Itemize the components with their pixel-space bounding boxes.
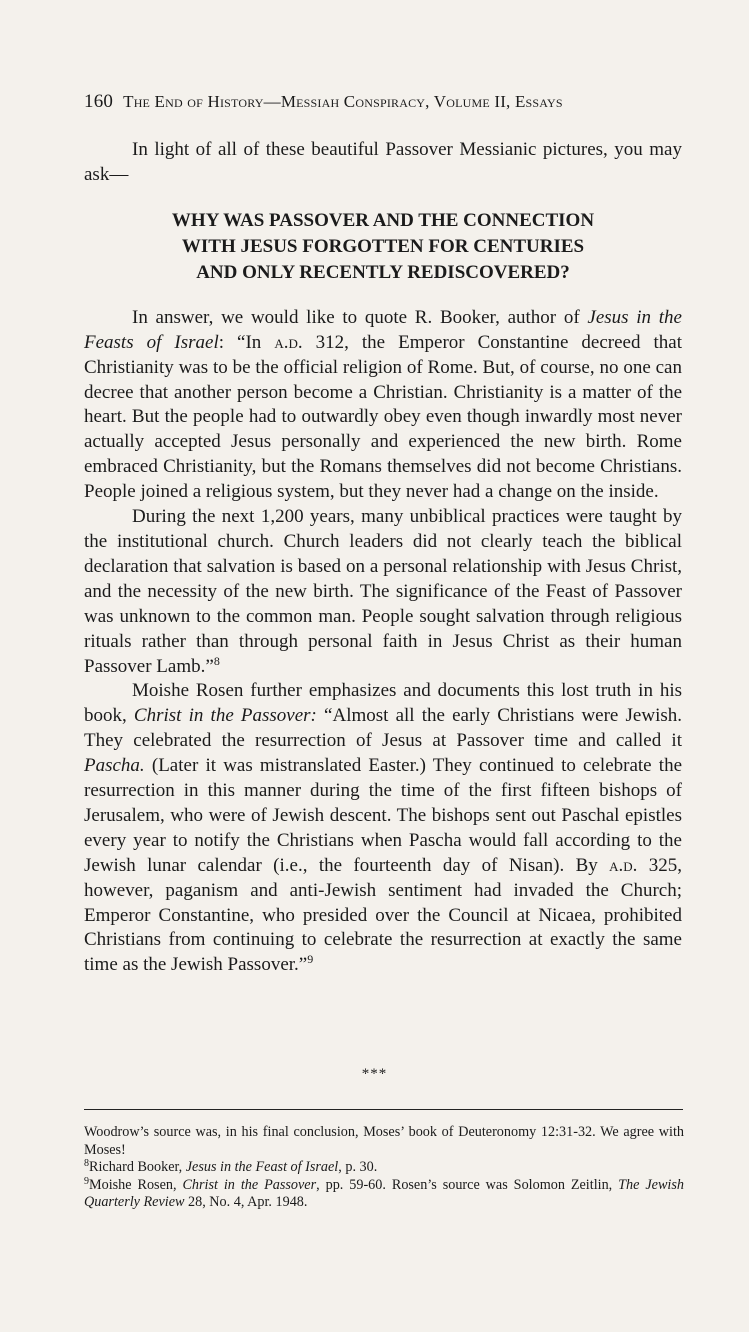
footnote-8-rest: , p. 30. — [338, 1159, 378, 1176]
word-pascha: Pascha. — [84, 755, 145, 777]
footnote-rule — [84, 1109, 683, 1110]
footnote-9-journal: The Jewish Quarterly Review — [84, 1176, 684, 1211]
section-heading — [84, 208, 682, 286]
para1-rest: 312, the Emperor Constantine decreed that Christianity was to be the official religion of Rome. But, of course, no one can decree that another person become a Christian. Christianity is a matter of the heart. But the people had to outwardly obey even though inwardly most never actually accepted Jesus personally and experienced the new birth. Rome embraced Christianity, but the Romans themselves did not become Christians. People joined a religious system, but they never had a change on the inside. — [84, 331, 682, 503]
para1-colon: : “In — [218, 331, 275, 353]
intro-paragraph: In light of all of these beautiful Passover Messianic pictures, you may ask— — [84, 139, 682, 185]
book-title-christ-passover: Christ in the Passover: — [133, 705, 317, 727]
page-number: 160 — [84, 91, 114, 112]
section-separator: *** — [361, 1066, 388, 1082]
footnote-8-book: Jesus in the Feast of Israel — [185, 1159, 339, 1176]
para3-rest: 325, however, paganism and anti-Jewish sentiment had invaded the Church; Emperor Constantine, who presided over the Council at Nicaea, prohibited Christians from continuing to celebrate the resurrection at exactly the same time as the Jewish Passover.” — [84, 854, 682, 976]
era-abbrev-2: a.d. — [609, 854, 638, 876]
para1-lead: In answer, we would like to quote R. Booker, author of — [132, 306, 588, 328]
footnote-9-book: Christ in the Passover — [182, 1176, 317, 1193]
footnote-8-author: Richard Booker, — [89, 1159, 186, 1176]
footnote-9-number: 9 — [84, 1175, 89, 1187]
footnote-8-number: 8 — [84, 1158, 89, 1170]
heading-line-2: WITH JESUS FORGOTTEN FOR CENTURIES — [181, 235, 585, 257]
para2-text: During the next 1,200 years, many unbiblical practices were taught by the institutional church. Church leaders did not clearly teach the biblical declaration that salvation is based on a personal relationship with Jesus Christ, and the necessity of the new birth. The significance of the Feast of Passover was unknown to the common man. People sought salvation through religious rituals rather than through personal faith in Jesus Christ as their human Passover Lamb.” — [84, 506, 682, 677]
footnote-ref-9: 9 — [307, 952, 314, 967]
footnote-9-rest: 28, No. 4, Apr. 1948. — [184, 1194, 308, 1211]
heading-line-3: AND ONLY RECENTLY REDISCOVERED? — [196, 261, 570, 283]
body-text — [84, 138, 682, 978]
para3-lead: Moishe Rosen further emphasizes and documents this lost truth in his book, — [84, 680, 682, 727]
book-title-feasts: Jesus in the Feasts of Israel — [84, 306, 682, 353]
footnote-9-mid: , pp. 59-60. Rosen’s source was Solomon Zeitlin, — [316, 1176, 619, 1193]
footnotes — [84, 1124, 684, 1212]
paragraph-booker-quote — [84, 306, 682, 505]
running-head — [84, 91, 563, 113]
footnote-continued: Woodrow’s source was, in his final conclusion, Moses’ book of Deuteronomy 12:31-32. We agree with Moses! — [84, 1124, 684, 1158]
footnote-9-author: Moishe Rosen, — [89, 1176, 183, 1193]
para3-mid2: (Later it was mistranslated Easter.) They continued to celebrate the resurrection in this manner during the time of the first fifteen bishops of Jerusalem, who were of Jewish descent. The bishops sent out Paschal epistles every year to notify the Christians when Pascha would fall according to the Jewish lunar calendar (i.e., the fourteenth day of Nisan). By — [84, 755, 682, 876]
footnote-8 — [84, 1159, 684, 1177]
paragraph-1200-years — [84, 505, 682, 679]
paragraph-rosen-quote — [84, 679, 682, 978]
era-abbrev: a.d. — [274, 331, 303, 353]
running-title: The End of History—Messiah Conspiracy, Volume II, Essays — [123, 92, 563, 111]
footnote-9 — [84, 1177, 684, 1212]
footnote-ref-8: 8 — [213, 653, 220, 668]
heading-line-1: WHY WAS PASSOVER AND THE CONNECTION — [171, 209, 595, 231]
para3-mid1: “Almost all the early Christians were Jewish. They celebrated the resurrection of Jesus at Passover time and called it — [84, 705, 682, 752]
